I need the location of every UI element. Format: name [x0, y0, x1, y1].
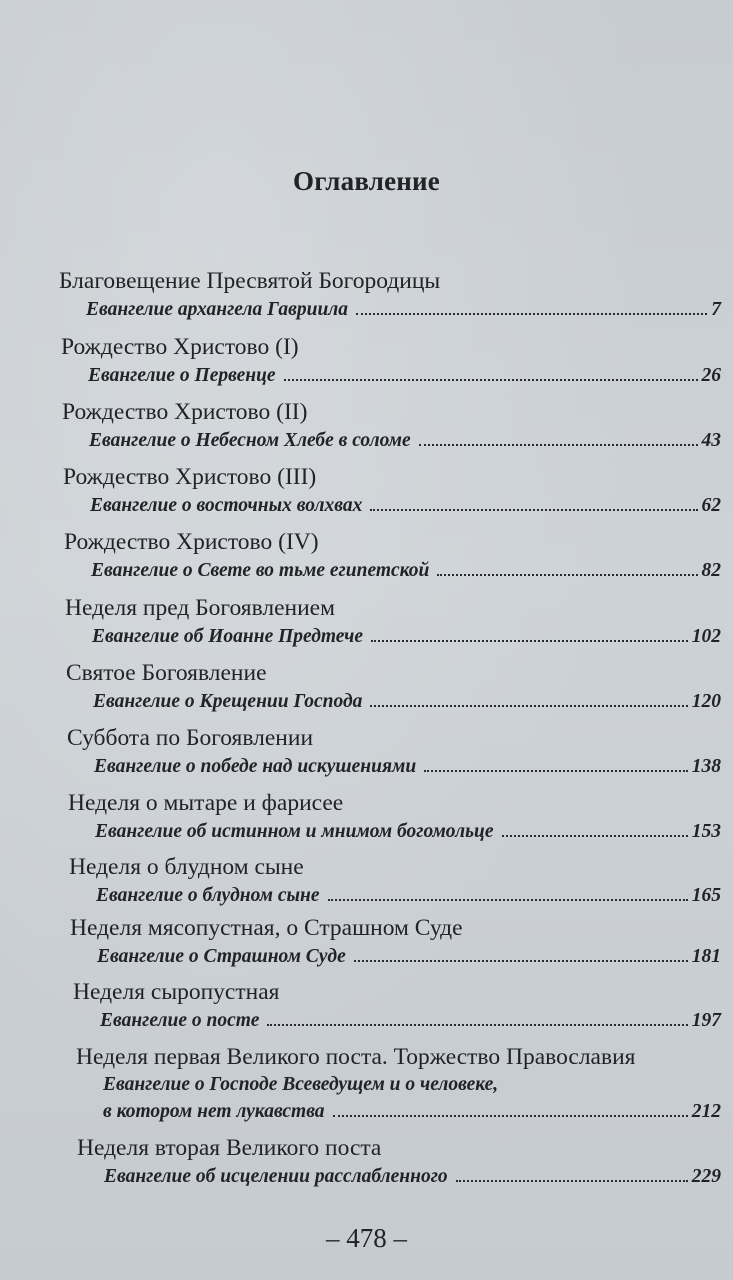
toc-entry-page-number: 102: [691, 626, 721, 647]
toc-entry: [66, 659, 721, 717]
toc-entry-page-number: 26: [701, 365, 721, 386]
toc-entry-subtitle-row: [100, 1006, 721, 1036]
toc-entry-page-number: 138: [691, 756, 721, 777]
toc-entry-subtitle: Евангелие о блудном сыне: [96, 885, 320, 906]
toc-entry-heading: Неделя о мытаре и фарисее: [68, 790, 344, 816]
toc-entry-subtitle: Евангелие об истинном и мнимом богомольце: [95, 821, 494, 842]
toc-entry-page-number: 120: [691, 691, 721, 712]
toc-entry: [59, 267, 721, 325]
toc-entry-subtitle: Евангелие о Небесном Хлебе в соломе: [89, 430, 411, 451]
toc-entry-subtitle: Евангелие о Крещении Господа: [93, 691, 363, 712]
toc-entry-subtitle-row: [89, 426, 721, 456]
dot-leader: [424, 770, 688, 772]
dot-leader: [267, 1024, 687, 1026]
toc-entry-subtitle-row: [90, 491, 721, 521]
toc-entry-subtitle: Евангелие о восточных волхвах: [90, 495, 363, 516]
toc-entry-subtitle-row: [95, 817, 721, 847]
toc-entry-page-number: 212: [691, 1101, 721, 1122]
toc-entry-subtitle: Евангелие об исцелении расслабленного: [104, 1166, 448, 1187]
toc-entry-heading: Неделя о блудном сыне: [69, 854, 304, 880]
toc-entry-subtitle-row: [91, 556, 721, 586]
dot-leader: [456, 1180, 688, 1182]
toc-entry: [61, 333, 721, 391]
dot-leader: [333, 1115, 688, 1117]
toc-entry: [73, 978, 721, 1036]
toc-entry-heading: Рождество Христово (II): [62, 399, 308, 425]
dot-leader: [419, 444, 698, 446]
toc-entry: [63, 463, 721, 521]
dot-leader: [328, 899, 688, 901]
toc-entry-heading: Рождество Христово (III): [63, 464, 317, 490]
toc-entry-page-number: 43: [701, 430, 721, 451]
toc-entry-heading: Святое Богоявление: [66, 660, 267, 686]
page-title: Оглавление: [293, 166, 440, 196]
toc-entry-page-number: 82: [701, 560, 721, 581]
toc-entry-subtitle-row: [94, 752, 721, 782]
toc-entry: [65, 594, 721, 652]
toc-entry-heading: Суббота по Богоявлении: [67, 725, 314, 751]
toc-entry-subtitle: Евангелие архангела Гавриила: [86, 299, 349, 320]
toc-entry-subtitle-row: [104, 1162, 721, 1192]
toc-entry-heading: Неделя первая Великого поста. Торжество Православия: [76, 1044, 636, 1070]
toc-entry-heading: Неделя пред Богоявлением: [65, 595, 335, 621]
toc-entry-subtitle: Евангелие о Свете во тьме египетской: [91, 560, 430, 581]
toc-entry-subtitle-row: [92, 622, 721, 652]
toc-entry-subtitle: Евангелие о посте: [100, 1010, 260, 1031]
toc-entry-subtitle-row: [96, 881, 721, 911]
toc-entry-page-number: 153: [691, 821, 721, 842]
toc-entry-heading: Неделя вторая Великого поста: [77, 1135, 382, 1161]
toc-entry: [76, 1043, 721, 1125]
toc-entry-heading: Неделя мясопустная, о Страшном Суде: [70, 915, 463, 941]
toc-entry: [70, 914, 721, 972]
toc-entry-subtitle: Евангелие о Первенце: [88, 365, 276, 386]
toc-entry-subtitle: Евангелие о победе над искушениями: [94, 756, 417, 777]
dot-leader: [370, 705, 687, 707]
toc-entry-heading: Благовещение Пресвятой Богородицы: [59, 268, 441, 294]
toc-entry: [62, 398, 721, 456]
dot-leader: [354, 960, 688, 962]
toc-entry: [67, 724, 721, 782]
dot-leader: [356, 313, 707, 315]
toc-entry: [77, 1134, 721, 1192]
toc-entry-subtitle-row: [97, 942, 721, 972]
toc-entry-page-number: 165: [691, 885, 721, 906]
toc-entry-page-number: 181: [691, 946, 721, 967]
toc-entry-subtitle: Евангелие о Страшном Суде: [97, 946, 346, 967]
toc-entry-subtitle-row: [88, 361, 721, 391]
dot-leader: [437, 574, 697, 576]
page-number-footer: – 478 –: [326, 1223, 407, 1253]
toc-entry-subtitle: Евангелие о Господе Всеведущем и о человеке,: [103, 1074, 499, 1095]
toc-entry-heading: Рождество Христово (I): [61, 334, 299, 360]
dot-leader: [284, 379, 698, 381]
toc-entry: [68, 789, 721, 847]
toc-entry-subtitle: Евангелие об Иоанне Предтече: [92, 626, 364, 647]
toc-entry-heading: Неделя сыропустная: [73, 979, 280, 1005]
toc-entry-heading: Рождество Христово (IV): [64, 529, 319, 555]
toc-entry: [64, 528, 721, 586]
toc-entry: [69, 853, 721, 911]
dot-leader: [502, 835, 688, 837]
toc-entry-page-number: 7: [711, 299, 721, 320]
toc-entry-subtitle-row: [93, 687, 721, 717]
toc-entry-subtitle-row: [103, 1099, 721, 1125]
dot-leader: [370, 509, 697, 511]
toc-entry-page-number: 229: [691, 1166, 721, 1187]
toc-entry-subtitle-row: [86, 295, 721, 325]
toc-entry-subtitle-continued: в котором нет лукавства: [103, 1101, 325, 1122]
toc-entry-page-number: 62: [701, 495, 721, 516]
dot-leader: [371, 640, 688, 642]
toc-entry-page-number: 197: [691, 1010, 721, 1031]
